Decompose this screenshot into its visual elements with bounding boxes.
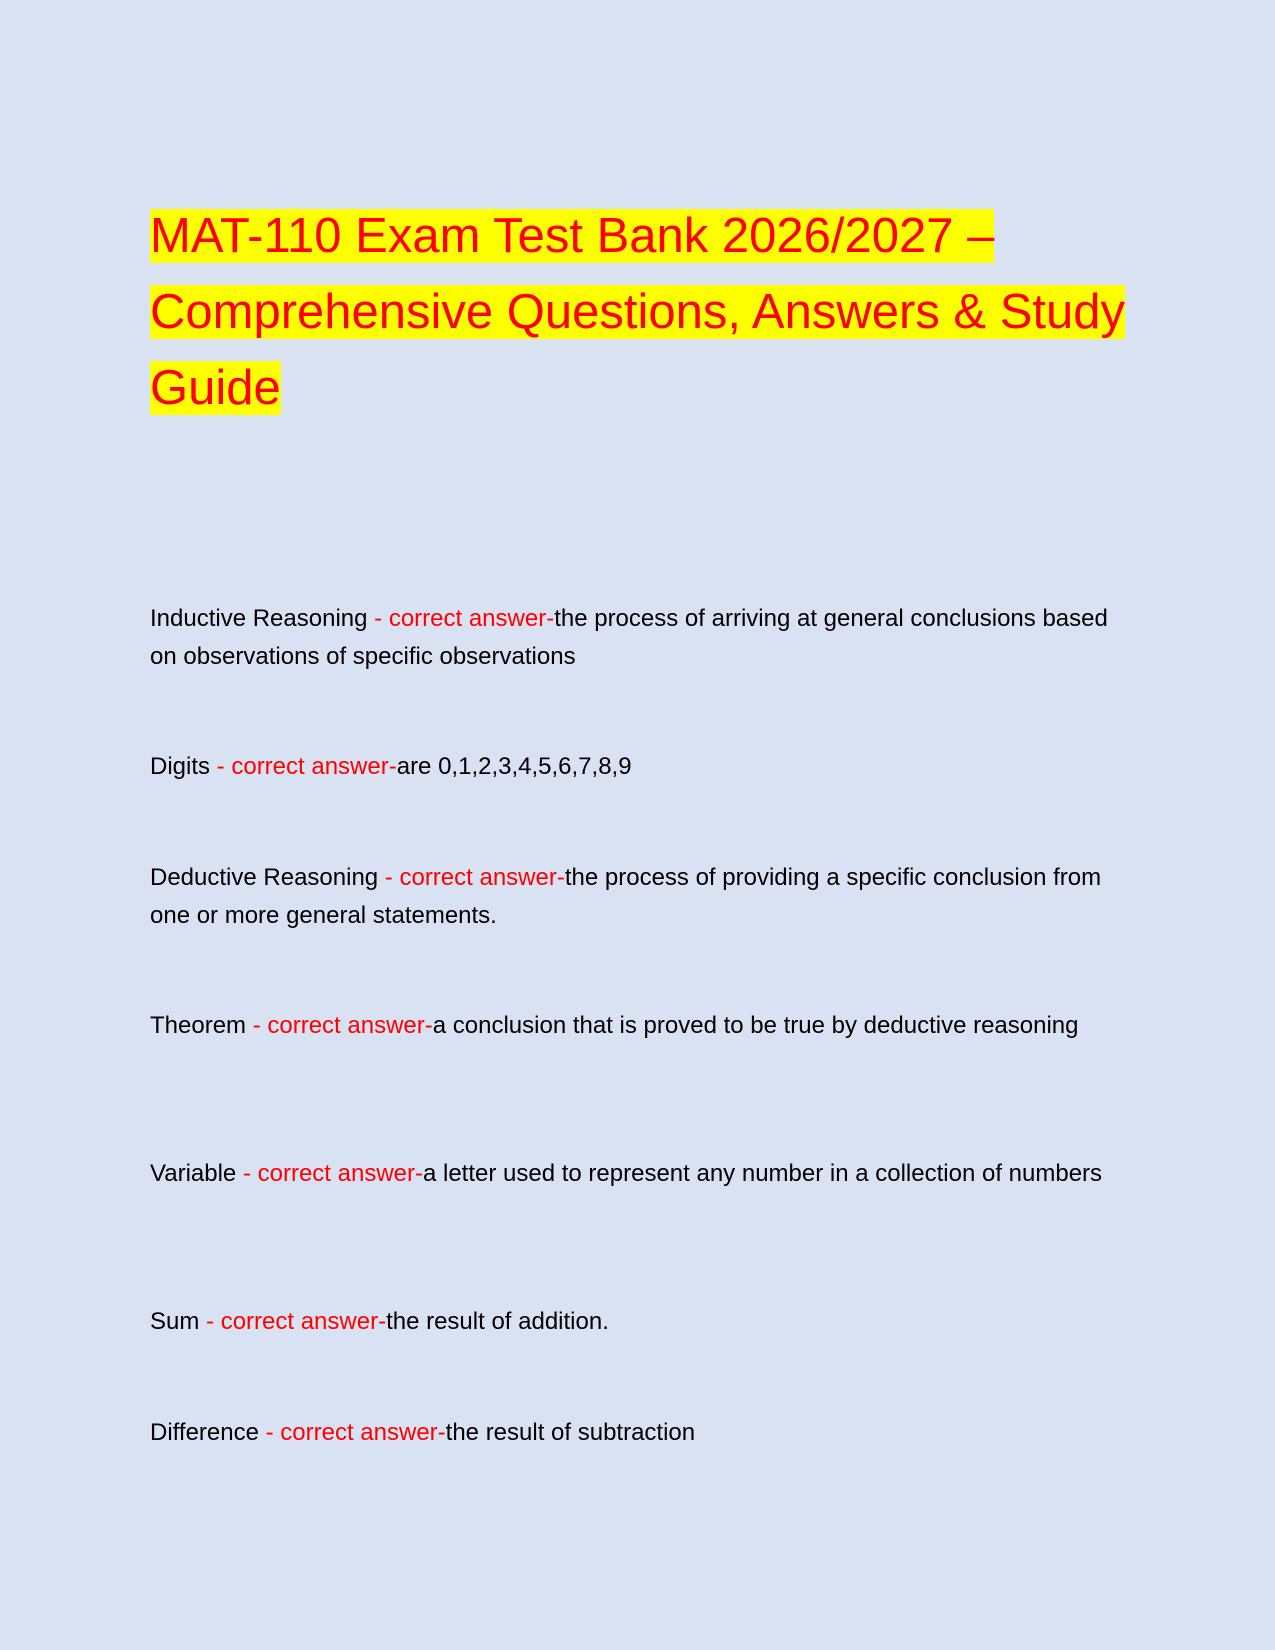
entry-term: Sum <box>150 1308 200 1335</box>
entry-definition: a conclusion that is proved to be true by deductive reasoning <box>432 1012 1079 1039</box>
entry-definition: the result of addition. <box>386 1308 609 1335</box>
entry-sum <box>150 1303 1130 1341</box>
entry-term: Variable <box>150 1160 237 1187</box>
entry-definition: a letter used to represent any number in a collection of numbers <box>422 1160 1103 1187</box>
entry-definition: the result of subtraction <box>445 1419 696 1446</box>
title-block <box>150 198 1130 426</box>
entry-definition: are 0,1,2,3,4,5,6,7,8,9 <box>396 753 632 780</box>
entry-term: Digits <box>150 753 211 780</box>
entry-separator: - correct answer- <box>210 753 397 780</box>
entry-term: Theorem <box>150 1012 247 1039</box>
entry-theorem <box>150 1007 1130 1045</box>
entry-term: Difference <box>150 1419 259 1446</box>
entry-deductive-reasoning <box>150 859 1130 935</box>
entry-definition: the process of providing a specific conclusion from one or more general statements. <box>150 864 1102 929</box>
document-title: MAT-110 Exam Test Bank 2026/2027 – Comprehensive Questions, Answers & Study Guide <box>150 209 1126 415</box>
entry-separator: - correct answer- <box>236 1160 423 1187</box>
entry-digits <box>150 748 1130 786</box>
entry-separator: - correct answer- <box>367 605 555 632</box>
entry-variable <box>150 1155 1130 1193</box>
entry-separator: - correct answer- <box>199 1308 387 1335</box>
entry-inductive-reasoning <box>150 600 1130 676</box>
entry-term: Inductive Reasoning <box>150 605 368 632</box>
entry-definition: the process of arriving at general conclusions based on observations of specific observations <box>150 605 1108 670</box>
entry-term: Deductive Reasoning <box>150 864 379 891</box>
entry-separator: - correct answer- <box>246 1012 433 1039</box>
entry-difference <box>150 1414 1130 1452</box>
entry-separator: - correct answer- <box>258 1419 446 1446</box>
entry-separator: - correct answer- <box>378 864 565 891</box>
